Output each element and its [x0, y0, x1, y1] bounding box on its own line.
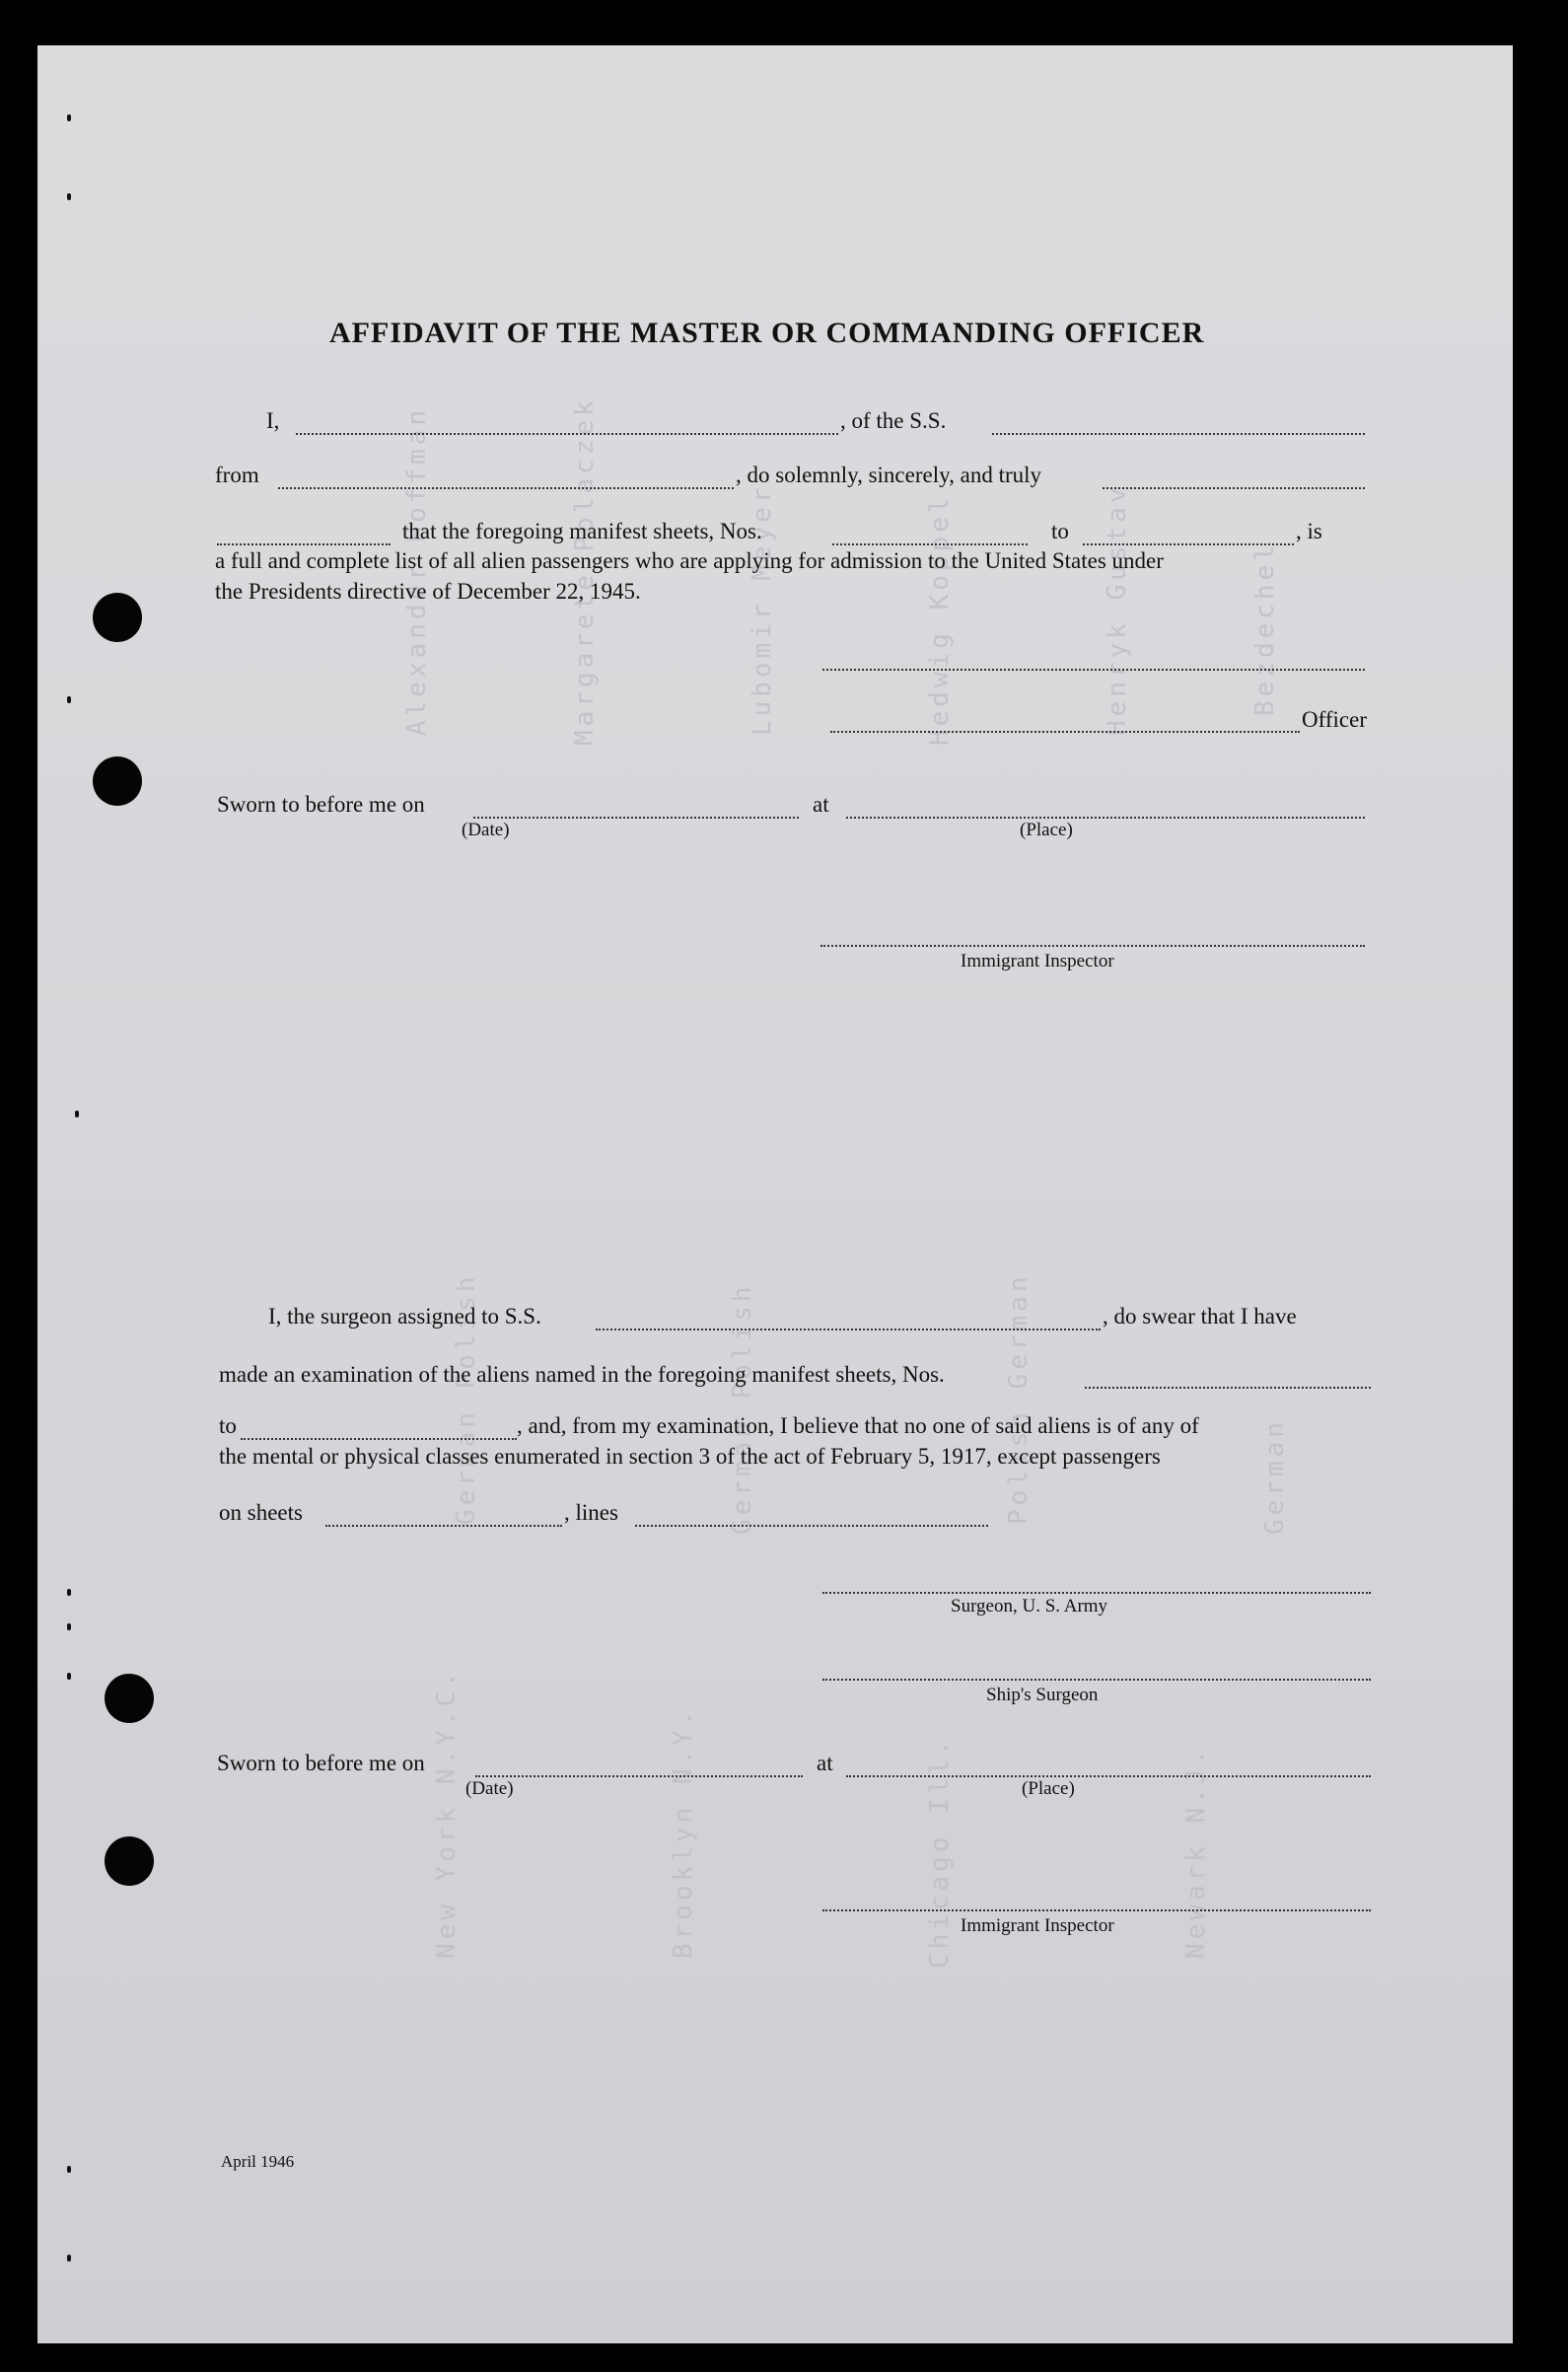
from-port-field[interactable]: [278, 487, 734, 489]
officer-label: Officer: [1302, 707, 1367, 732]
manifest-sheets-label: that the foregoing manifest sheets, Nos.: [402, 519, 762, 543]
on-sheets-label: on sheets: [219, 1500, 303, 1525]
at-label: at: [813, 792, 829, 817]
surgeon-ship-field[interactable]: [596, 1329, 1101, 1330]
is-label: , is: [1296, 519, 1322, 543]
form-title: AFFIDAVIT OF THE MASTER OR COMMANDING OFFICER: [329, 317, 1205, 349]
bleed-through-column: Brooklyn N.Y.: [669, 1706, 698, 1959]
bleed-through-column: Chicago Ill.: [925, 1736, 955, 1969]
bleed-through-column: Lubomir Meyer: [748, 483, 777, 736]
army-surgeon-label: Surgeon, U. S. Army: [951, 1596, 1108, 1617]
bleed-through-column: Margarete Polaczek: [570, 396, 600, 746]
inspector-signature-field[interactable]: [820, 945, 1365, 947]
margin-mark: [67, 1589, 71, 1596]
surgeon-sworn-place-field[interactable]: [846, 1775, 1371, 1777]
bleed-through-column: Newark N.J.: [1181, 1745, 1211, 1959]
solemnly-label: , do solemnly, sincerely, and truly: [736, 463, 1042, 487]
bleed-through-column: German: [1260, 1418, 1290, 1535]
bleed-through-column: German Polish: [452, 1272, 481, 1525]
officer-signature-field[interactable]: [830, 731, 1300, 733]
surgeon-sheet-to-field[interactable]: [241, 1438, 517, 1440]
margin-mark: [67, 193, 71, 200]
surgeon-at-label: at: [817, 1751, 833, 1775]
sheets-field[interactable]: [325, 1525, 562, 1527]
place-caption: (Place): [1020, 820, 1073, 840]
army-surgeon-signature-field[interactable]: [822, 1592, 1371, 1594]
document-page: [37, 45, 1513, 2343]
surgeon-line-1b: , do swear that I have: [1103, 1304, 1297, 1329]
of-ss-label: , of the S.S.: [840, 408, 947, 433]
surgeon-line-2: made an examination of the aliens named in the foregoing manifest sheets, Nos.: [219, 1362, 945, 1387]
surgeon-to-label: to: [219, 1413, 237, 1438]
margin-mark: [67, 1673, 71, 1680]
sworn-label: Sworn to before me on: [217, 792, 425, 817]
surgeon-sworn-date-field[interactable]: [475, 1775, 803, 1777]
inspector-label: Immigrant Inspector: [961, 951, 1114, 971]
ship-surgeon-label: Ship's Surgeon: [986, 1685, 1099, 1705]
bleed-through-column: German Polish: [728, 1282, 757, 1535]
oath-field[interactable]: [1103, 487, 1365, 489]
bleed-through-column: New York N.Y.C.: [432, 1668, 462, 1959]
punch-hole: [93, 756, 142, 806]
margin-mark: [67, 2255, 71, 2262]
surgeon-inspector-label: Immigrant Inspector: [961, 1915, 1114, 1936]
surgeon-line-1a: I, the surgeon assigned to S.S.: [268, 1304, 541, 1329]
margin-mark: [67, 1623, 71, 1630]
margin-mark: [67, 114, 71, 121]
i-label: I,: [266, 408, 280, 433]
date-caption: (Date): [462, 820, 510, 840]
sworn-place-field[interactable]: [846, 817, 1365, 819]
from-label: from: [215, 463, 259, 487]
ship-name-field[interactable]: [992, 433, 1365, 435]
surgeon-date-caption: (Date): [465, 1778, 514, 1799]
statement-line-2: the Presidents directive of December 22, 1945.: [215, 579, 641, 604]
signature-line[interactable]: [822, 669, 1365, 671]
sheet-to-field[interactable]: [1083, 543, 1294, 545]
surgeon-line-3: , and, from my examination, I believe that no one of said aliens is of any of: [517, 1413, 1199, 1438]
bleed-through-column: Alexander Hoffman: [402, 405, 432, 736]
to-label: to: [1051, 519, 1069, 543]
sworn-date-field[interactable]: [473, 817, 799, 819]
punch-hole: [105, 1674, 154, 1723]
surgeon-sworn-label: Sworn to before me on: [217, 1751, 425, 1775]
margin-mark: [67, 2166, 71, 2173]
form-date: April 1946: [221, 2152, 295, 2171]
bleed-through-column: Hedwig Koppel: [925, 493, 955, 746]
surgeon-place-caption: (Place): [1022, 1778, 1075, 1799]
punch-hole: [93, 593, 142, 642]
bleed-through-column: Bezdechel: [1250, 541, 1280, 716]
punch-hole: [105, 1836, 154, 1886]
margin-mark: [75, 1111, 79, 1117]
ship-surgeon-signature-field[interactable]: [822, 1679, 1371, 1681]
surgeon-sheet-from-field[interactable]: [1085, 1387, 1371, 1389]
lines-field[interactable]: [635, 1525, 988, 1527]
bleed-through-column: Polish German: [1004, 1272, 1033, 1525]
oath-continuation-field[interactable]: [217, 543, 391, 545]
surgeon-line-4: the mental or physical classes enumerated in section 3 of the act of February 5, 1917, except passengers: [219, 1444, 1161, 1469]
master-name-field[interactable]: [296, 433, 838, 435]
statement-line-1: a full and complete list of all alien passengers who are applying for admission to the United States under: [215, 548, 1164, 573]
surgeon-inspector-signature-field[interactable]: [822, 1909, 1371, 1911]
lines-label: , lines: [564, 1500, 618, 1525]
margin-mark: [67, 696, 71, 703]
bleed-through-column: Henryk Gustav: [1103, 483, 1132, 736]
sheet-from-field[interactable]: [832, 543, 1028, 545]
